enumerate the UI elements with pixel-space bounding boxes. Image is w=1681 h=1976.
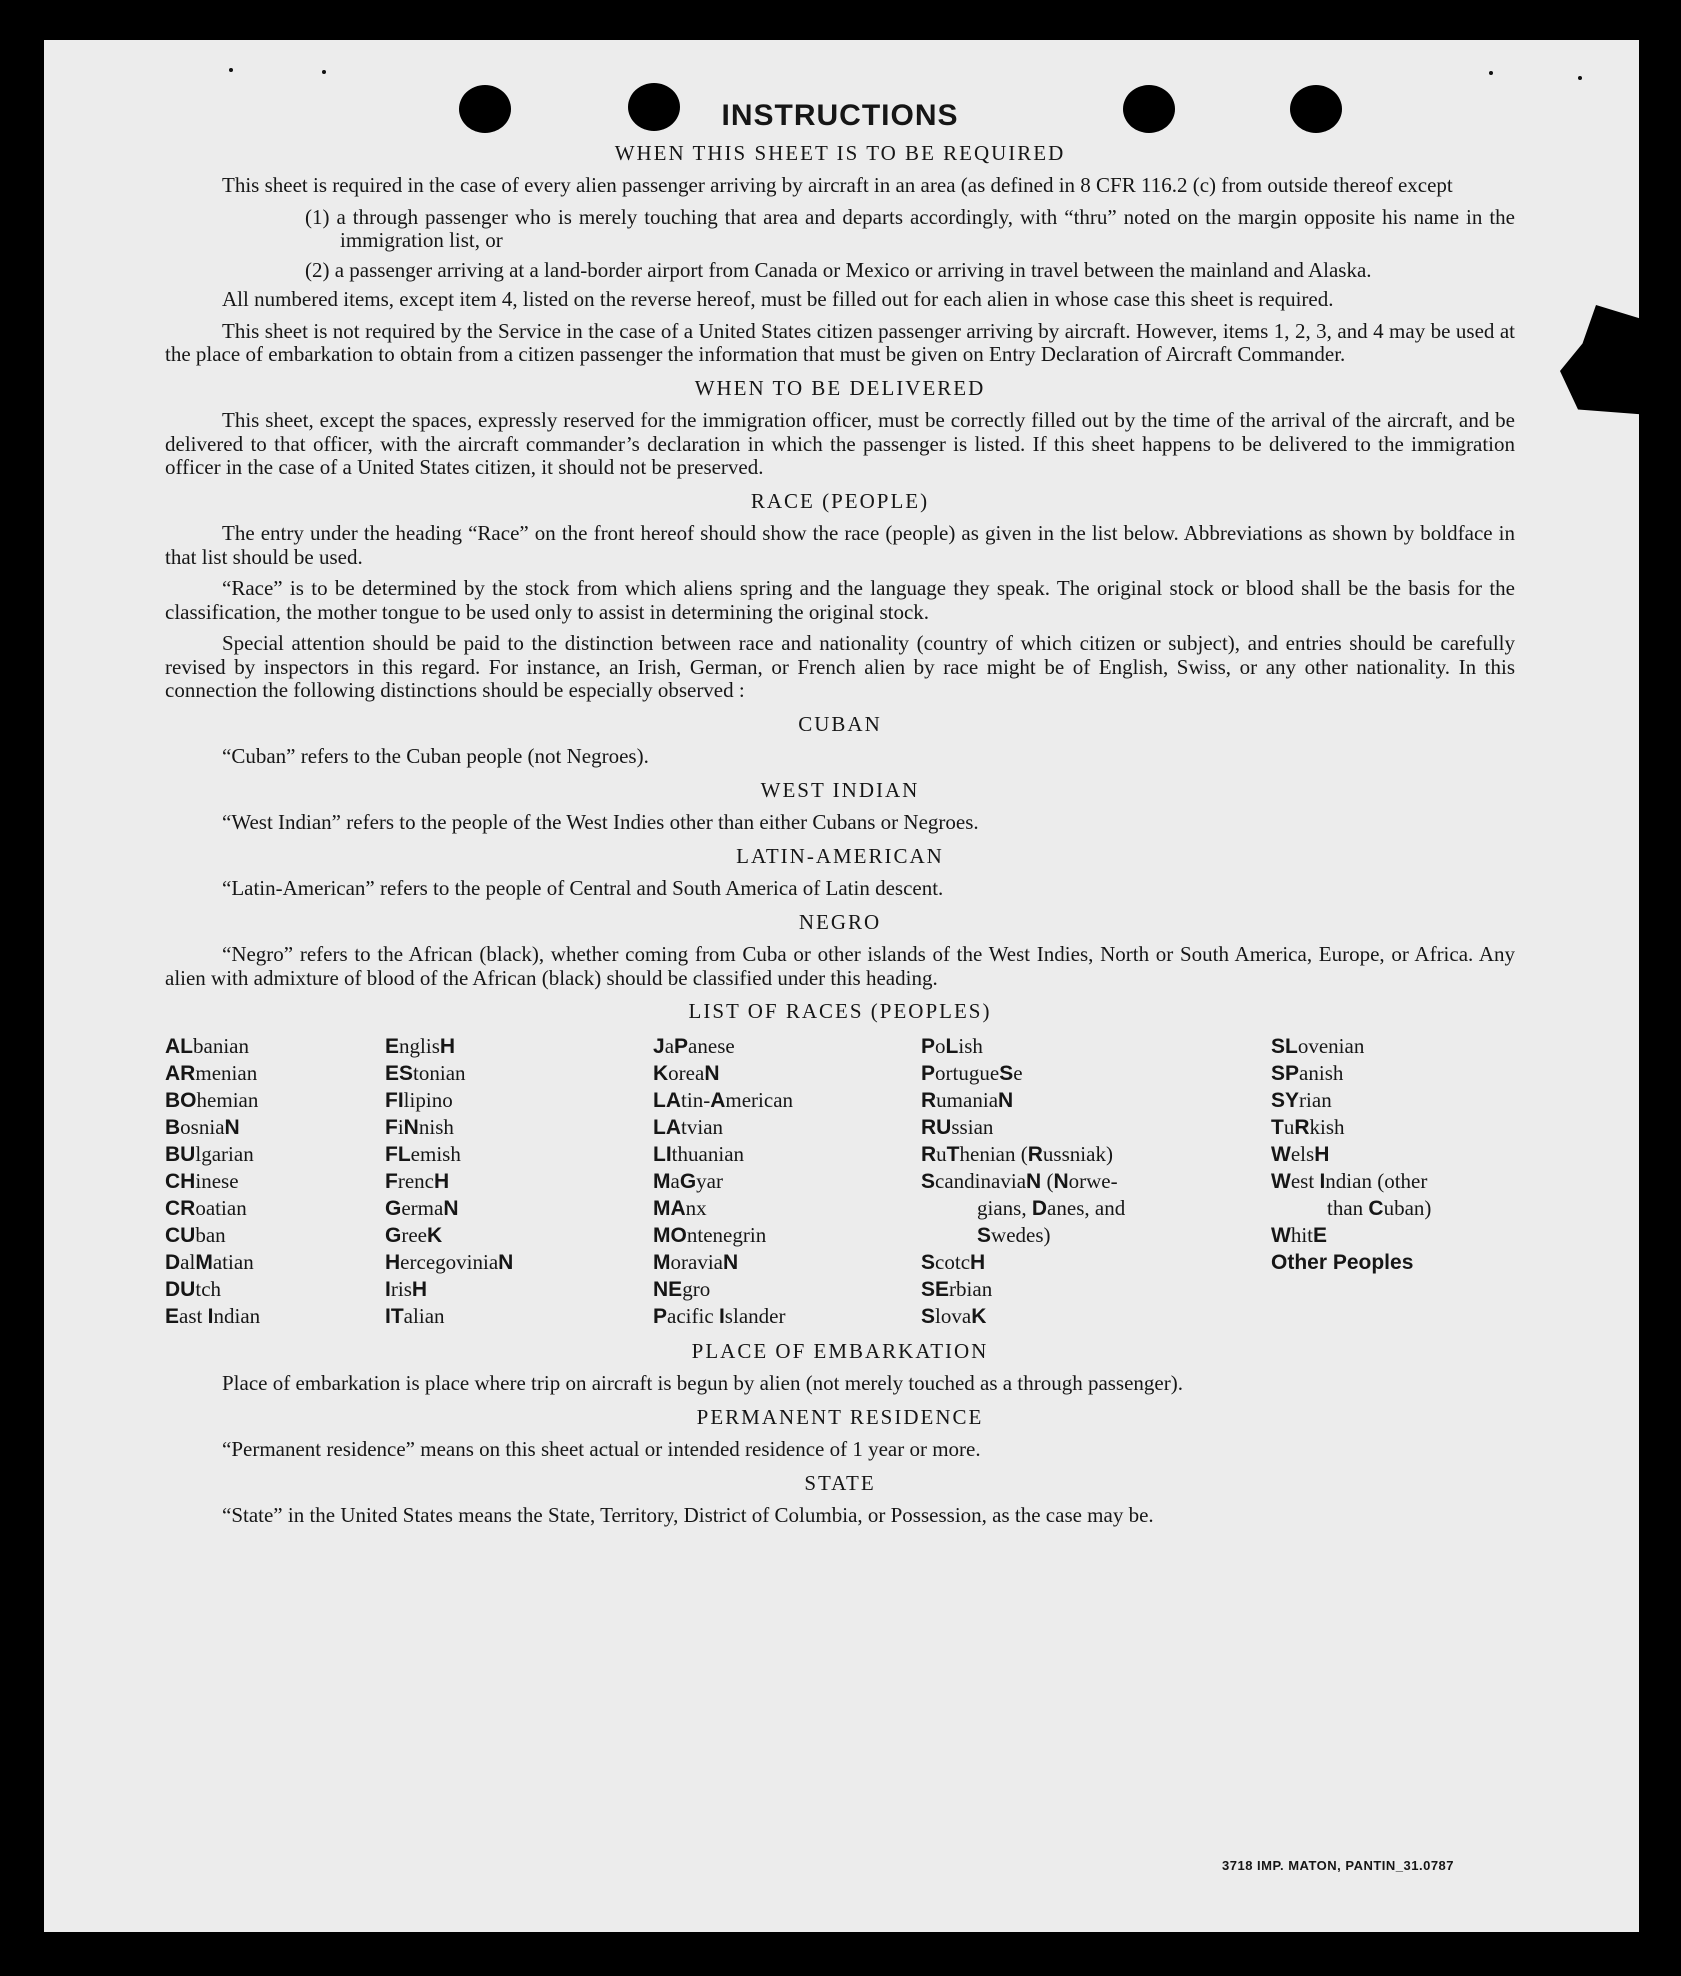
races-column (385, 1033, 653, 1330)
section-heading-race: RACE (PEOPLE) (750, 488, 930, 513)
race-entry: WelsH (1271, 1141, 1330, 1166)
paragraph: This sheet is required in the case of every alien passenger arriving by aircraft in an area (as defined in 8 CFR 116.2 (c) from outside thereof except (222, 173, 1453, 197)
page-title: INSTRUCTIONS (721, 99, 959, 132)
race-entry: SErbian (921, 1276, 993, 1301)
race-entry: HercegoviniaN (385, 1249, 514, 1274)
race-entry: FIlipino (385, 1087, 453, 1112)
race-entry: LIthuanian (653, 1141, 745, 1166)
race-entry: SPanish (1271, 1060, 1344, 1085)
race-entry: CHinese (165, 1168, 239, 1193)
paragraph: Special attention should be paid to the distinction between race and nationality (country of which citizen or subject), and entries should be carefully revised by inspectors in this regard. For instance, an Irish, German, or French alien by race might be of English, Swiss, or any other nationality. In this connection the following distinctions should be especially observed : (165, 631, 1515, 702)
race-entry: MoraviaN (653, 1249, 739, 1274)
race-entry: Swedes) (977, 1222, 1051, 1247)
race-entry: ScandinaviaN (Norwe- (921, 1168, 1118, 1193)
section-heading-list-of-races: LIST OF RACES (PEOPLES) (688, 999, 992, 1023)
list-item: (2) a passenger arriving at a land-border airport from Canada or Mexico or arriving in travel between the mainland and Alaska. (305, 257, 1372, 282)
race-entry: LAtin-American (653, 1087, 794, 1112)
section-heading-residence: PERMANENT RESIDENCE (696, 1404, 984, 1429)
race-entry: FLemish (385, 1141, 461, 1166)
paragraph: “Negro” refers to the African (black), whether coming from Cuba or other islands of the West Indies, North or South America, Europe, or Africa. Any alien with admixture of blood of the African (black) should be classified under this heading. (165, 942, 1515, 990)
race-entry: TuRkish (1271, 1114, 1345, 1139)
section-heading-embarkation: PLACE OF EMBARKATION (691, 1338, 989, 1363)
race-entry: EStonian (385, 1060, 466, 1085)
race-entry: MaGyar (653, 1168, 723, 1193)
race-entry: GreeK (385, 1222, 443, 1247)
section-heading-cuban: CUBAN (798, 711, 882, 736)
race-entry: FiNnish (385, 1114, 454, 1139)
race-entry: BOhemian (165, 1087, 259, 1112)
race-entry: ITalian (385, 1303, 445, 1328)
paragraph: The entry under the heading “Race” on the front hereof should show the race (people) as given in the list below. Abbreviations as shown by boldface in that list should be used. (165, 521, 1515, 569)
race-entry: MAnx (653, 1195, 707, 1220)
race-entry: PoLish (921, 1033, 983, 1058)
races-column (921, 1033, 1271, 1330)
race-entry: gians, Danes, and (977, 1195, 1126, 1220)
races-column (653, 1033, 921, 1330)
paragraph: All numbered items, except item 4, listed on the reverse hereof, must be filled out for each alien in whose case this sheet is required. (222, 287, 1334, 311)
section-heading-required: WHEN THIS SHEET IS TO BE REQUIRED (614, 140, 1066, 165)
section-heading-west-indian: WEST INDIAN (760, 777, 920, 802)
section-heading-delivered: WHEN TO BE DELIVERED (694, 375, 986, 400)
paragraph: “West Indian” refers to the people of the West Indies other than either Cubans or Negroes. (222, 810, 979, 834)
race-entry: ALbanian (165, 1033, 249, 1058)
race-entry: ScotcH (921, 1249, 986, 1274)
race-entry: RumaniaN (921, 1087, 1014, 1112)
races-column (165, 1033, 385, 1330)
race-entry: than Cuban) (1327, 1195, 1432, 1220)
race-entry: DalMatian (165, 1249, 254, 1274)
paragraph: This sheet is not required by the Service in the case of a United States citizen passenger arriving by aircraft. However, items 1, 2, 3, and 4 may be used at the place of embarkation to obtain from a citizen passenger the information that must be given on Entry Declaration of Aircraft Commander. (165, 318, 1515, 366)
race-entry: IrisH (385, 1276, 428, 1301)
paragraph: This sheet, except the spaces, expressly reserved for the immigration officer, must be correctly filled out by the time of the arrival of the aircraft, and be delivered to that officer, with the aircraft commander’s declaration in which the passenger is listed. If this sheet happens to be delivered to the immigration officer in the case of a United States citizen, it should not be preserved. (165, 408, 1515, 479)
race-entry: EnglisH (385, 1033, 456, 1058)
race-entry: FrencH (385, 1168, 450, 1193)
races-column (1271, 1033, 1511, 1330)
race-entry: PortugueSe (921, 1060, 1023, 1085)
race-entry: GermaN (385, 1195, 459, 1220)
race-entry: RuThenian (Russniak) (921, 1141, 1113, 1166)
speck (229, 68, 233, 72)
paragraph: Place of embarkation is place where trip on aircraft is begun by alien (not merely touched as a through passenger). (222, 1371, 1183, 1395)
section-heading-latin-american: LATIN-AMERICAN (736, 843, 944, 868)
race-entry: LAtvian (653, 1114, 724, 1139)
list-item: (1) a through passenger who is merely touching that area and departs accordingly, with “thru” noted on the margin opposite his name in the immigration list, or (305, 204, 1515, 252)
race-entry: SlovaK (921, 1303, 987, 1328)
paragraph: “State” in the United States means the State, Territory, District of Columbia, or Possession, as the case may be. (222, 1503, 1154, 1527)
races-list (165, 1033, 1515, 1330)
section-heading-negro: NEGRO (798, 909, 882, 934)
speck (1489, 71, 1493, 75)
speck (322, 70, 326, 74)
race-entry: ARmenian (165, 1060, 258, 1085)
paragraph: “Race” is to be determined by the stock from which aliens spring and the language they speak. The original stock or blood shall be the basis for the classification, the mother tongue to be used only to assist in determining the original stock. (165, 576, 1515, 624)
paragraph: “Permanent residence” means on this sheet actual or intended residence of 1 year or more. (222, 1437, 981, 1461)
race-entry: CUban (165, 1222, 226, 1247)
paragraph: “Latin-American” refers to the people of Central and South America of Latin descent. (222, 876, 944, 900)
race-entry: CRoatian (165, 1195, 247, 1220)
race-entry: MOntenegrin (653, 1222, 767, 1247)
section-heading-state: STATE (804, 1470, 876, 1495)
race-entry: JaPanese (653, 1033, 735, 1058)
race-entry: East Indian (165, 1303, 261, 1328)
race-entry: RUssian (921, 1114, 994, 1139)
race-entry: Other Peoples (1271, 1250, 1414, 1274)
race-entry: SYrian (1271, 1087, 1332, 1112)
instructions-content (165, 100, 1515, 1536)
race-entry: West Indian (other (1271, 1168, 1428, 1193)
race-entry: WhitE (1271, 1222, 1328, 1247)
race-entry: KoreaN (653, 1060, 720, 1085)
race-entry: BosniaN (165, 1114, 240, 1139)
race-entry: Pacific Islander (653, 1303, 786, 1328)
race-entry: DUtch (165, 1276, 222, 1301)
speck (1578, 76, 1582, 80)
race-entry: BUlgarian (165, 1141, 254, 1166)
race-entry: NEgro (653, 1276, 711, 1301)
paragraph: “Cuban” refers to the Cuban people (not Negroes). (222, 744, 649, 768)
printer-imprint: 3718 IMP. MATON, PANTIN_31.0787 (1222, 1858, 1455, 1873)
race-entry: SLovenian (1271, 1033, 1365, 1058)
